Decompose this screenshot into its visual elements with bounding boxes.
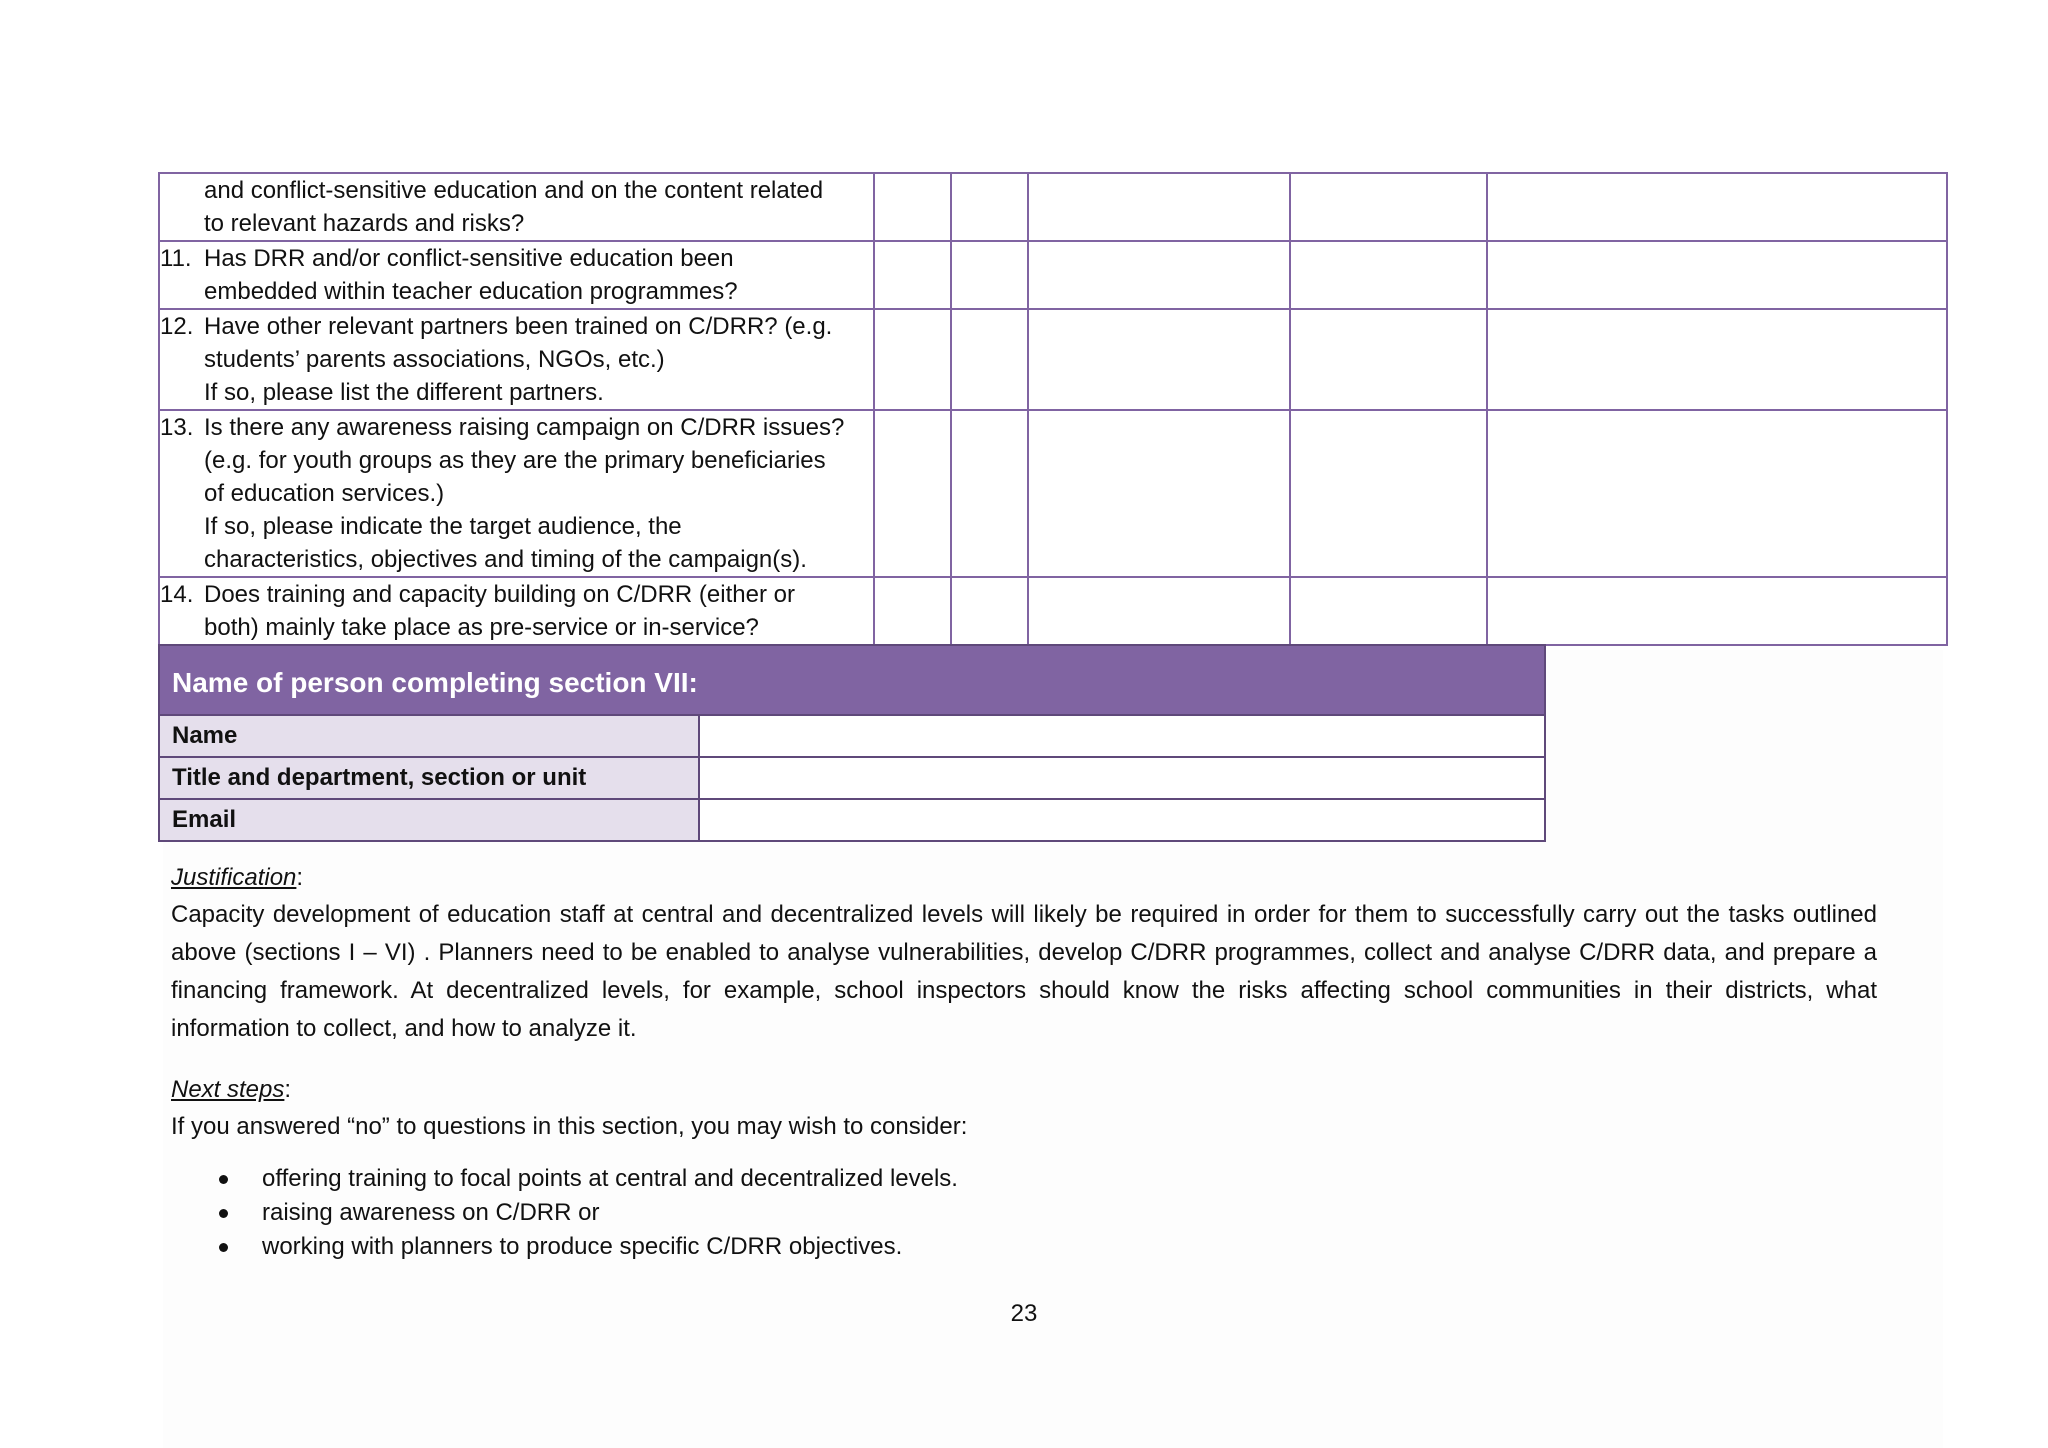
- next-steps-intro: If you answered “no” to questions in this section, you may wish to consider:: [171, 1113, 968, 1140]
- table-row: [159, 577, 1947, 645]
- answer-yes-cell[interactable]: [874, 309, 951, 410]
- list-item: [216, 1162, 958, 1196]
- justification-colon: :: [296, 864, 304, 891]
- question-text: Has DRR and/or conflict-sensitive education been: [204, 245, 734, 272]
- question-text: both) mainly take place as pre-service or in-service?: [204, 614, 759, 641]
- answer-no-cell[interactable]: [951, 410, 1028, 577]
- question-text: embedded within teacher education programmes?: [204, 278, 738, 305]
- answer-cell[interactable]: [1290, 241, 1487, 309]
- question-text: If so, please list the different partners.: [204, 379, 604, 406]
- list-item: [216, 1230, 958, 1264]
- comments-cell[interactable]: [1487, 577, 1947, 645]
- questions-table: [158, 172, 1948, 646]
- table-row: [159, 410, 1947, 577]
- bullet-icon: [219, 1175, 228, 1184]
- answer-cell[interactable]: [1028, 577, 1290, 645]
- email-label: Email: [159, 799, 699, 841]
- bullet-icon: [219, 1209, 228, 1218]
- answer-cell[interactable]: [1028, 173, 1290, 241]
- question-number: [160, 174, 204, 240]
- bullet-icon: [219, 1243, 228, 1252]
- title-department-field[interactable]: [699, 757, 1545, 799]
- table-row: [159, 715, 1545, 757]
- answer-cell[interactable]: [1290, 309, 1487, 410]
- page-number: 23: [1010, 1300, 1038, 1327]
- question-cell: [159, 410, 874, 577]
- answer-no-cell[interactable]: [951, 577, 1028, 645]
- next-steps-heading: [171, 1071, 1877, 1109]
- name-label: Name: [159, 715, 699, 757]
- question-cell: [159, 173, 874, 241]
- next-steps-list: [216, 1162, 958, 1264]
- list-item: [216, 1196, 958, 1230]
- justification-paragraph: Capacity development of education staff at central and decentralized levels will likely be required in order for them to successfully carry out the tasks outlined above (sections I – VI) . Planners need to be enabled to analyse vulnerabilities, develop C/DRR programmes, collect and analyse C/DRR data, and prepare a financing framework. At decentralized levels, for example, school inspectors should know the risks affecting school communities in their districts, what information to collect, and how to analyze it.: [171, 901, 1877, 1042]
- comments-cell[interactable]: [1487, 173, 1947, 241]
- question-cell: [159, 309, 874, 410]
- table-row: [159, 241, 1947, 309]
- table-row: [159, 309, 1947, 410]
- name-field[interactable]: [699, 715, 1545, 757]
- list-item-text: raising awareness on C/DRR or: [262, 1199, 600, 1226]
- answer-yes-cell[interactable]: [874, 577, 951, 645]
- justification-heading: [171, 859, 1877, 897]
- table-row: [159, 645, 1545, 715]
- answer-no-cell[interactable]: [951, 241, 1028, 309]
- question-text: If so, please indicate the target audience, the: [204, 513, 682, 540]
- answer-cell[interactable]: [1290, 173, 1487, 241]
- question-text: to relevant hazards and risks?: [204, 210, 525, 237]
- answer-cell[interactable]: [1028, 309, 1290, 410]
- table-row: [159, 173, 1947, 241]
- list-item-text: offering training to focal points at central and decentralized levels.: [262, 1165, 958, 1192]
- comments-cell[interactable]: [1487, 241, 1947, 309]
- justification-heading-text: Justification: [171, 864, 297, 891]
- question-text: students’ parents associations, NGOs, etc.): [204, 346, 665, 373]
- answer-cell[interactable]: [1290, 577, 1487, 645]
- answer-yes-cell[interactable]: [874, 410, 951, 577]
- question-text: of education services.): [204, 480, 445, 507]
- title-department-label: Title and department, section or unit: [159, 757, 699, 799]
- question-number: 11.: [160, 245, 192, 272]
- person-completing-table: [158, 644, 1546, 842]
- next-steps-colon: :: [284, 1076, 292, 1103]
- table-row: [159, 799, 1545, 841]
- answer-cell[interactable]: [1290, 410, 1487, 577]
- next-steps-heading-text: Next steps: [171, 1076, 285, 1103]
- list-item-text: working with planners to produce specific C/DRR objectives.: [262, 1233, 903, 1260]
- question-cell: [159, 241, 874, 309]
- answer-cell[interactable]: [1028, 410, 1290, 577]
- answer-yes-cell[interactable]: [874, 173, 951, 241]
- question-text: Does training and capacity building on C/DRR (either or: [204, 581, 795, 608]
- answer-no-cell[interactable]: [951, 173, 1028, 241]
- table-row: [159, 757, 1545, 799]
- section-header: Name of person completing section VII:: [159, 645, 1545, 715]
- question-number: 12.: [160, 313, 194, 340]
- answer-cell[interactable]: [1028, 241, 1290, 309]
- comments-cell[interactable]: [1487, 309, 1947, 410]
- question-text: (e.g. for youth groups as they are the primary beneficiaries: [204, 447, 826, 474]
- email-field[interactable]: [699, 799, 1545, 841]
- question-text: characteristics, objectives and timing of the campaign(s).: [204, 546, 807, 573]
- question-cell: [159, 577, 874, 645]
- question-text: Is there any awareness raising campaign on C/DRR issues?: [204, 414, 845, 441]
- question-number: 13.: [160, 414, 194, 441]
- answer-no-cell[interactable]: [951, 309, 1028, 410]
- answer-yes-cell[interactable]: [874, 241, 951, 309]
- question-number: 14.: [160, 581, 194, 608]
- question-text: and conflict-sensitive education and on the content related: [204, 177, 824, 204]
- question-text: Have other relevant partners been trained on C/DRR? (e.g.: [204, 313, 833, 340]
- comments-cell[interactable]: [1487, 410, 1947, 577]
